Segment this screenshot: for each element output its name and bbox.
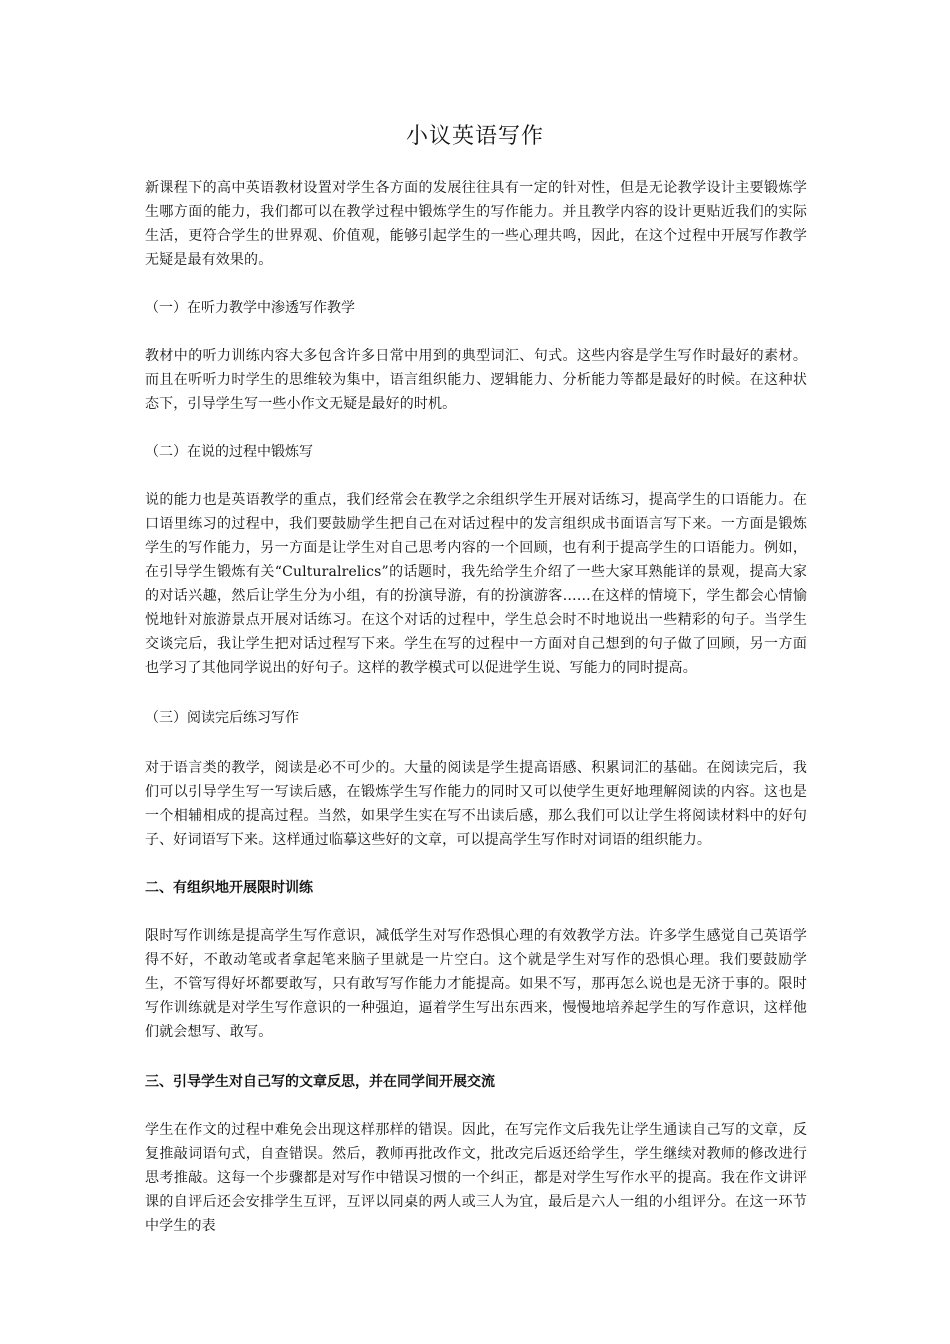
- subsection-2-paragraph: 说的能力也是英语教学的重点，我们经常会在教学之余组织学生开展对话练习，提高学生的口语能力。在口语里练习的过程中，我们要鼓励学生把自己在对话过程中的发言组织成书面语言写下来。一方面是锻炼学生的写作能力，另一方面是让学生对自己思考内容的一个回顾，也有利于提高学生的口语能力。例如，在引导学生锻炼有关“Culturalrelics”的话题时，我先给学生介绍了一些大家耳熟能详的景观，提高大家的对话兴趣，然后让学生分为小组，有的扮演导游，有的扮演游客……在这样的情境下，学生都会心情愉悦地针对旅游景点开展对话练习。在这个对话的过程中，学生总会时不时地说出一些精彩的句子。当学生交谈完后，我让学生把对话过程写下来。学生在写的过程中一方面对自己想到的句子做了回顾，另一方面也学习了其他同学说出的好句子。这样的教学模式可以促进学生说、写能力的同时提高。: [145, 492, 807, 676]
- section-2-heading: 二、有组织地开展限时训练: [145, 880, 313, 896]
- section-3-paragraph: 学生在作文的过程中难免会出现这样那样的错误。因此，在写完作文后我先让学生通读自己写的文章，反复推敲词语句式，自查错误。然后，教师再批改作文，批改完后返还给学生，学生继续对教师的修改进行思考推敲。这每一个步骤都是对写作中错误习惯的一个纠正，都是对学生写作水平的提高。我在作文讲评课的自评后还会安排学生互评，互评以同桌的两人或三人为宜，最后是六人一组的小组评分。在这一环节中学生的表: [145, 1122, 807, 1234]
- subsection-3-heading: （三）阅读完后练习写作: [145, 710, 299, 726]
- subsection-2-heading: （二）在说的过程中锻炼写: [145, 444, 313, 460]
- subsection-3-paragraph: 对于语言类的教学，阅读是必不可少的。大量的阅读是学生提高语感、积累词汇的基础。在阅读完后，我们可以引导学生写一写读后感，在锻炼学生写作能力的同时又可以使学生更好地理解阅读的内容。这也是一个相辅相成的提高过程。当然，如果学生实在写不出读后感，那么我们可以让学生将阅读材料中的好句子、好词语写下来。这样通过临摹这些好的文章，可以提高学生写作时对词语的组织能力。: [145, 760, 807, 848]
- subsection-1-paragraph: 教材中的听力训练内容大多包含许多日常中用到的典型词汇、句式。这些内容是学生写作时最好的素材。而且在听听力时学生的思维较为集中，语言组织能力、逻辑能力、分析能力等都是最好的时候。在这种状态下，引导学生写一些小作文无疑是最好的时机。: [145, 348, 807, 412]
- section-3-heading: 三、引导学生对自己写的文章反思，并在同学间开展交流: [145, 1074, 495, 1090]
- intro-paragraph: 新课程下的高中英语教材设置对学生各方面的发展往往具有一定的针对性，但是无论教学设计主要锻炼学生哪方面的能力，我们都可以在教学过程中锻炼学生的写作能力。并且教学内容的设计更贴近我们的实际生活，更符合学生的世界观、价值观，能够引起学生的一些心理共鸣，因此，在这个过程中开展写作教学无疑是最有效果的。: [145, 180, 807, 268]
- document-title: 小议英语写作: [405, 124, 544, 149]
- subsection-1-heading: （一）在听力教学中渗透写作教学: [145, 300, 355, 316]
- section-2-paragraph: 限时写作训练是提高学生写作意识，减低学生对写作恐惧心理的有效教学方法。许多学生感觉自己英语学得不好，不敢动笔或者拿起笔来脑子里就是一片空白。这个就是学生对写作的恐惧心理。我们要鼓励学生，不管写得好坏都要敢写，只有敢写写作能力才能提高。如果不写，那再怎么说也是无济于事的。限时写作训练就是对学生写作意识的一种强迫，逼着学生写出东西来，慢慢地培养起学生的写作意识，这样他们就会想写、敢写。: [145, 928, 807, 1040]
